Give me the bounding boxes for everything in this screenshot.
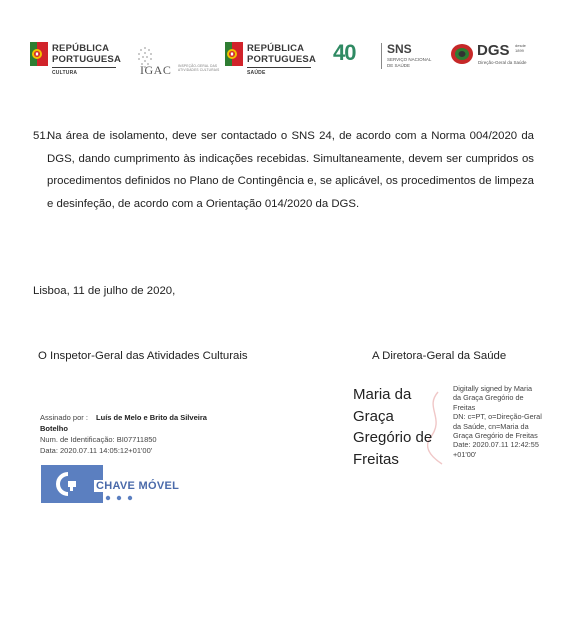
left-signatory-title: O Inspetor-Geral das Atividades Culturais bbox=[38, 350, 248, 362]
signer-name-line: Gregório de bbox=[353, 429, 433, 446]
signature-detail-line: da Graça Gregório de bbox=[453, 393, 524, 403]
left-digital-signature bbox=[40, 412, 260, 456]
signature-detail-line: Freitas bbox=[453, 402, 476, 412]
dgs-emblem-icon bbox=[450, 43, 474, 65]
chave-movel-dots-icon bbox=[94, 495, 144, 501]
republica-line2: PORTUGUESA bbox=[52, 54, 122, 65]
republica-line1: REPÚBLICA bbox=[247, 43, 305, 54]
republica-sub: CULTURA bbox=[52, 70, 78, 76]
signature-detail-line: Date: 2020.07.11 12:42:55 bbox=[453, 440, 539, 450]
signature-detail-line: Digitally signed by Maria bbox=[453, 384, 533, 393]
signer-name-line: Graça bbox=[353, 407, 394, 425]
dgs-name: DGS bbox=[477, 42, 510, 59]
sns-sub2: DE SAÚDE bbox=[387, 63, 411, 68]
signer-id: Num. de Identificação: BI07711850 bbox=[40, 435, 157, 444]
signature-detail-line: DN: c=PT, o=Direção-Geral bbox=[453, 412, 542, 422]
paragraph-number: 51. bbox=[33, 130, 49, 142]
igac-sub: INSPEÇÃO-GERAL DAS ATIVIDADES CULTURAIS bbox=[178, 64, 220, 72]
republica-line2: PORTUGUESA bbox=[247, 54, 317, 65]
republica-divider bbox=[52, 67, 116, 68]
paragraph-51: Na área de isolamento, deve ser contactado o SNS 24, de acordo com a Norma 004/2020 da DGS, dando cumprimento às indicações recebidas. Simultaneamente, devem ser cumpridos os procedimentos definidos no Plano de Contingência e, se aplicável, os procedimentos de limpeza e desinfeção, de acordo com a Orientação 014/2020 da DGS. bbox=[47, 130, 534, 210]
signature-detail-line: Graça Gregório de Freitas bbox=[453, 431, 538, 441]
right-signatory-title: A Diretora-Geral da Saúde bbox=[372, 350, 507, 362]
republica-emblem-icon bbox=[225, 42, 243, 66]
chave-movel-label: CHAVE MÓVEL bbox=[96, 480, 180, 492]
sns-sub1: SERVIÇO NACIONAL bbox=[387, 57, 432, 62]
sns-anniversary: 40 bbox=[333, 40, 356, 65]
republica-sub: SAÚDE bbox=[247, 70, 266, 76]
republica-divider bbox=[247, 67, 311, 68]
sns-name: SNS bbox=[387, 42, 412, 56]
signer-name-line1: Luís de Melo e Brito da Silveira bbox=[96, 413, 207, 422]
republica-emblem-icon bbox=[30, 42, 48, 66]
signer-name-line: Maria da bbox=[353, 386, 412, 403]
igac-name: IGAC bbox=[140, 63, 172, 77]
dgs-since-year: 1899 bbox=[515, 47, 524, 53]
dgs-since bbox=[515, 44, 526, 53]
dgs-sub: Direção-Geral da Saúde bbox=[478, 60, 527, 65]
republica-line1: REPÚBLICA bbox=[52, 43, 110, 54]
signature-detail-line: +01'00' bbox=[453, 449, 477, 459]
place-date: Lisboa, 11 de julho de 2020, bbox=[33, 285, 176, 297]
signer-name-line2: Botelho bbox=[40, 424, 68, 433]
signer-name-block bbox=[353, 384, 453, 470]
signature-detail-line: da Saúde, cn=Maria da bbox=[453, 421, 529, 431]
signer-name-line: Freitas bbox=[353, 450, 399, 468]
digital-signature-details bbox=[453, 384, 573, 459]
chave-movel-icon bbox=[55, 472, 81, 496]
sns-divider bbox=[381, 43, 382, 69]
signature-date: Data: 2020.07.11 14:05:12+01'00' bbox=[40, 446, 153, 455]
dgs-since-label: desde bbox=[515, 43, 526, 48]
signed-by-label: Assinado por : bbox=[40, 413, 88, 422]
